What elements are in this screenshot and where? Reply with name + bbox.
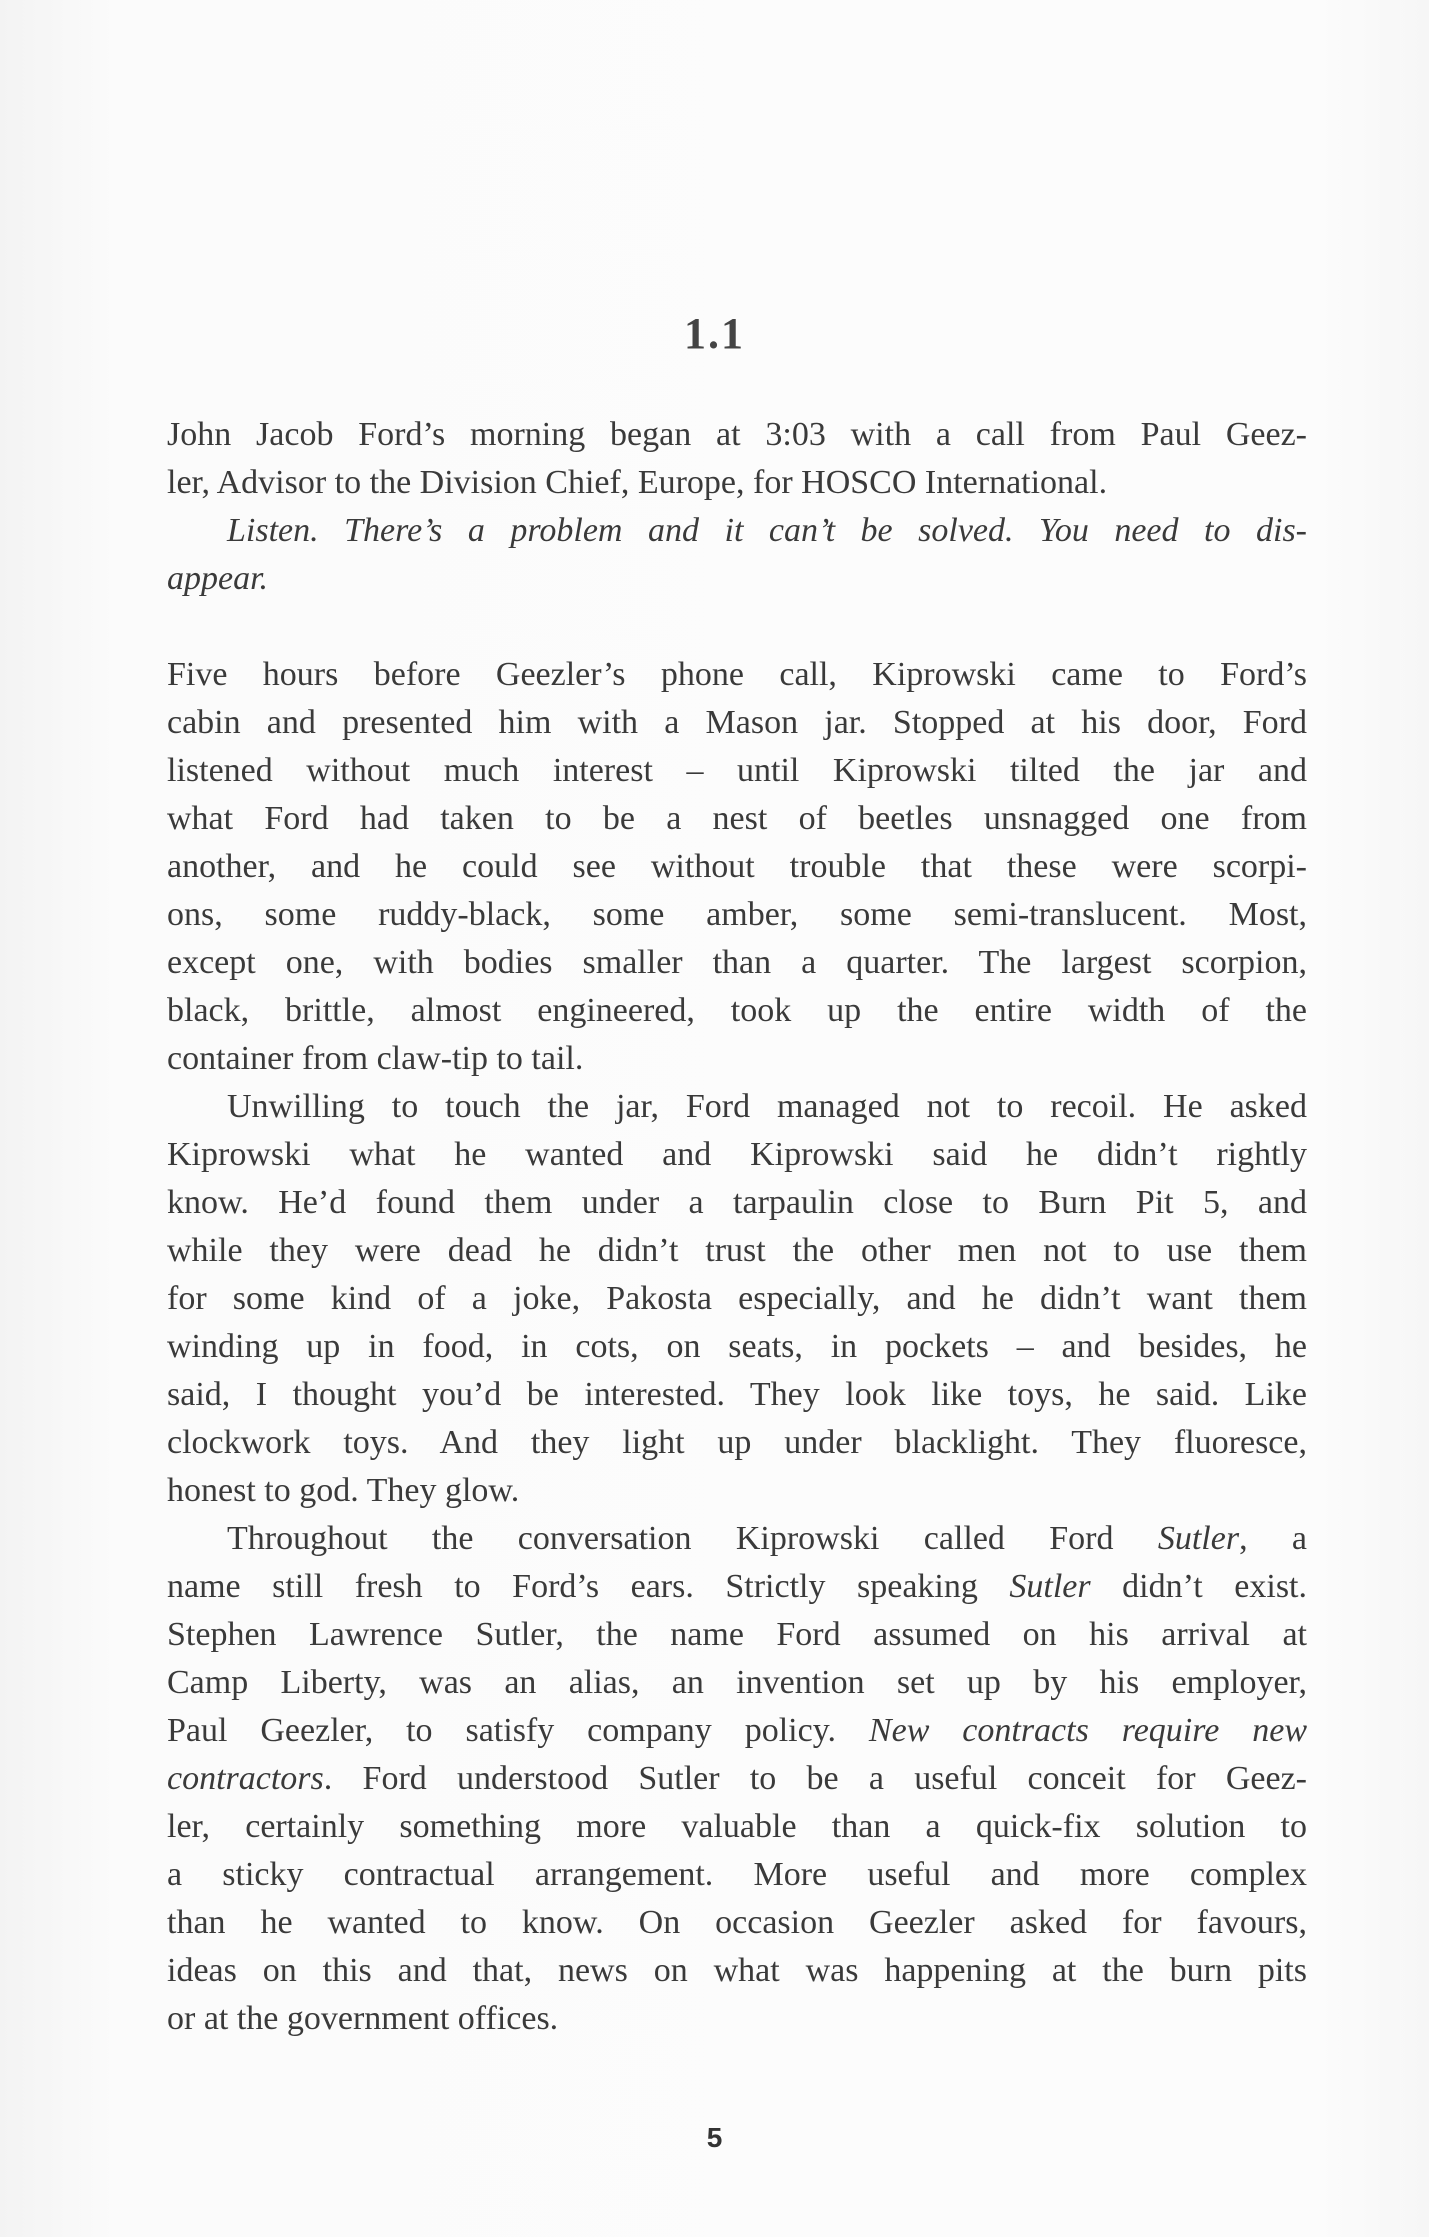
text: clockwork toys. And they light up under blacklight. They fluoresce,: [167, 1424, 1307, 1461]
text: Camp Liberty, was an alias, an invention set up by his employer,: [167, 1664, 1307, 1701]
text: Five hours before Geezler’s phone call, Kiprowski came to Ford’s: [167, 656, 1307, 693]
text: cabin and presented him with a Mason jar. Stopped at his door, Ford: [167, 704, 1307, 741]
text: said, I thought you’d be interested. They look like toys, he said. Like: [167, 1376, 1307, 1413]
text: , a: [1239, 1520, 1308, 1557]
text: listened without much interest – until Kiprowski tilted the jar and: [167, 752, 1307, 789]
text-line: [167, 651, 1307, 699]
text-line: [167, 1035, 1307, 1083]
text: than he wanted to know. On occasion Geezler asked for favours,: [167, 1904, 1307, 1941]
paragraph: [167, 1515, 1307, 2043]
text-line: [167, 1323, 1307, 1371]
text-line: [167, 795, 1307, 843]
paragraph: [167, 411, 1307, 507]
italic-text: New contracts require new: [868, 1712, 1308, 1749]
text: black, brittle, almost engineered, took up the entire width of the: [167, 992, 1307, 1029]
text-line: [167, 1803, 1307, 1851]
text: name still fresh to Ford’s ears. Strictly speaking: [167, 1568, 1010, 1605]
text-line: [167, 1659, 1307, 1707]
text-line: [167, 1419, 1307, 1467]
text-line: [167, 699, 1307, 747]
text: Paul Geezler, to satisfy company policy.: [167, 1712, 869, 1749]
text: except one, with bodies smaller than a quarter. The largest scorpion,: [167, 944, 1307, 981]
text-line: [167, 1467, 1307, 1515]
text-line: [167, 411, 1307, 459]
text-line: [167, 987, 1307, 1035]
text-line: [167, 1131, 1307, 1179]
text-line: [167, 939, 1307, 987]
text: honest to god. They glow.: [167, 1472, 520, 1509]
text: . Ford understood Sutler to be a useful conceit for Geez-: [323, 1760, 1307, 1797]
paragraph-gap: [167, 603, 1307, 651]
text-line: [167, 1947, 1307, 1995]
text-line: [167, 507, 1307, 555]
text-line: [167, 1707, 1307, 1755]
text-line: [167, 1851, 1307, 1899]
text-line: [167, 1899, 1307, 1947]
text: winding up in food, in cots, on seats, in pockets – and besides, he: [167, 1328, 1307, 1365]
text: know. He’d found them under a tarpaulin close to Burn Pit 5, and: [167, 1184, 1307, 1221]
italic-text: Sutler: [1009, 1568, 1091, 1605]
text: for some kind of a joke, Pakosta especially, and he didn’t want them: [167, 1280, 1307, 1317]
text-line: [167, 1515, 1307, 1563]
body-text: [167, 411, 1307, 2043]
text: ons, some ruddy-black, some amber, some semi-translucent. Most,: [167, 896, 1307, 933]
text-line: [167, 1083, 1307, 1131]
text: Stephen Lawrence Sutler, the name Ford assumed on his arrival at: [167, 1616, 1307, 1653]
page-number: 5: [706, 2122, 723, 2153]
italic-text: Listen. There’s a problem and it can’t be solved. You need to dis-: [227, 512, 1307, 549]
text: or at the government offices.: [167, 2000, 559, 2037]
text-line: [167, 1755, 1307, 1803]
italic-text: appear.: [167, 560, 269, 597]
text-line: [167, 1371, 1307, 1419]
text-line: [167, 459, 1307, 507]
text: didn’t exist.: [1090, 1568, 1307, 1605]
text-line: [167, 1275, 1307, 1323]
text: ler, certainly something more valuable than a quick-fix solution to: [167, 1808, 1307, 1845]
text: Kiprowski what he wanted and Kiprowski said he didn’t rightly: [167, 1136, 1307, 1173]
text: ler, Advisor to the Division Chief, Europe, for HOSCO International.: [167, 464, 1108, 501]
text-line: [167, 1563, 1307, 1611]
italic-text: contractors: [167, 1760, 324, 1797]
italic-text: Sutler: [1157, 1520, 1240, 1557]
text: Throughout the conversation Kiprowski called Ford: [227, 1520, 1158, 1557]
text: container from claw-tip to tail.: [167, 1040, 584, 1077]
text: ideas on this and that, news on what was happening at the burn pits: [167, 1952, 1307, 1989]
paragraph: [167, 651, 1307, 1083]
text: Unwilling to touch the jar, Ford managed not to recoil. He asked: [227, 1088, 1307, 1125]
chapter-heading: 1.1: [684, 309, 745, 358]
text-line: [167, 843, 1307, 891]
text-line: [167, 891, 1307, 939]
text-line: [167, 1995, 1307, 2043]
text-line: [167, 1179, 1307, 1227]
paragraph: [167, 507, 1307, 603]
text-line: [167, 555, 1307, 603]
text: another, and he could see without trouble that these were scorpi-: [167, 848, 1307, 885]
text: a sticky contractual arrangement. More useful and more complex: [167, 1856, 1307, 1893]
text-line: [167, 1227, 1307, 1275]
text: what Ford had taken to be a nest of beetles unsnagged one from: [167, 800, 1307, 837]
text: John Jacob Ford’s morning began at 3:03 with a call from Paul Geez-: [167, 416, 1307, 453]
text: while they were dead he didn’t trust the other men not to use them: [167, 1232, 1307, 1269]
text-line: [167, 747, 1307, 795]
paragraph: [167, 1083, 1307, 1515]
text-line: [167, 1611, 1307, 1659]
